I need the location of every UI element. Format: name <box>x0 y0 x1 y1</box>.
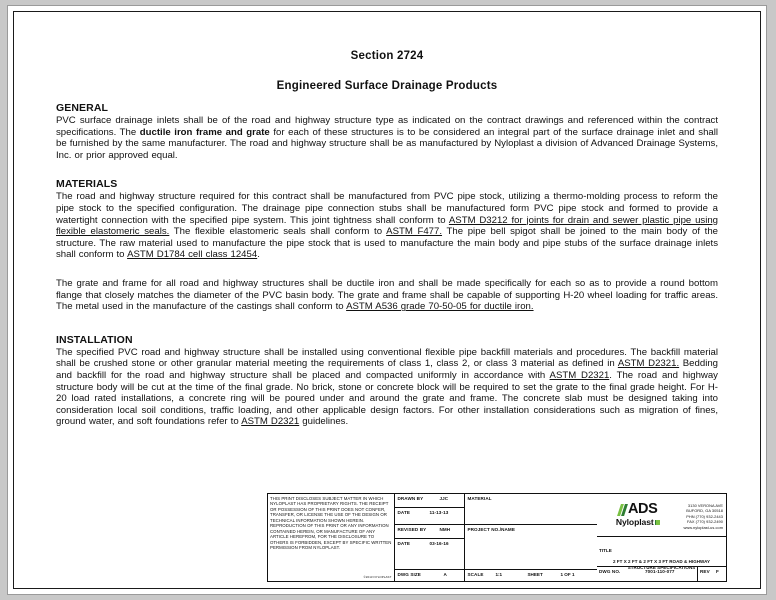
materials-text-b: The flexible elastomeric seals shall conform to <box>169 226 387 238</box>
address-line-1: 3130 VERONA AVE <box>687 502 723 508</box>
date-revised-label: DATE <box>397 540 411 546</box>
standard-ref-astm-d3212: ASTM D3212 for joints for drain and sewer plastic pipe using flexible elastomeric seals. <box>56 214 719 238</box>
dwg-size-label: DWG SIZE <box>397 571 421 577</box>
date-drawn-value: 11-13-13 <box>429 509 449 515</box>
paragraph-materials-1 <box>56 191 718 261</box>
materials-text-d: . <box>257 249 260 261</box>
standard-ref-astm-d2321-3: ASTM D2321 <box>241 416 300 428</box>
project-label: PROJECT NO./NAME <box>467 526 515 532</box>
legal-notice-panel <box>268 494 395 581</box>
field-rev <box>698 567 726 581</box>
ads-wordmark: ADS <box>627 501 658 517</box>
general-text-a: PVC surface drainage inlets shall be of the road and highway structure type as indicated on the contract drawings and referenced within the contract specifications. The <box>56 115 718 138</box>
page-subtitle: Engineered Surface Drainage Products <box>276 80 498 92</box>
rev-label: REV <box>700 568 710 574</box>
page-title: Section 2724 <box>350 50 424 62</box>
installation-text-a: The specified PVC road and highway structure shall be installed using conventional flexible pipe backfill materials and procedures. The backfill material shall be crushed stone or other granular material meeting the requirements of class 1, class 2, or class 3 material as defined in <box>56 346 718 370</box>
address-line-5: www.nyloplast-us.com <box>683 524 723 530</box>
paragraph-materials-2 <box>56 278 718 313</box>
paragraph-general <box>56 115 718 161</box>
company-address <box>675 500 726 530</box>
brand-title-panel <box>597 493 727 582</box>
nyloplast-wordmark: Nyloplast <box>615 517 654 527</box>
standard-ref-astm-d2321-1: ASTM D2321. <box>617 358 680 370</box>
standard-ref-astm-f477: ASTM F477. <box>386 226 443 238</box>
drawing-title-line-2: STRUCTURE SPECIFICATIONS <box>627 564 696 570</box>
drawn-by-label: DRAWN BY <box>397 495 424 501</box>
standard-ref-astm-d1784: ASTM D1784 cell class 12454 <box>127 249 258 261</box>
document-page <box>8 6 766 594</box>
date-drawn-label: DATE <box>397 509 411 515</box>
installation-text-d: guidelines. <box>299 416 349 428</box>
materials-text-c: The pipe bell spigot shall be joined to the main body of the structure. The raw material used to manufacture the pipe stock that is used to manufacture the main body and pipe stubs of the surface drainage inlets shall conform to <box>56 226 718 261</box>
drawing-number-row <box>597 564 726 581</box>
section-heading-materials: MATERIALS <box>56 178 118 191</box>
scale-value: 1:1 <box>495 571 503 577</box>
field-dwg-size <box>395 570 465 581</box>
title-label: TITLE <box>599 547 612 553</box>
drawing-title-line-1: 2 FT X 2 FT & 2 FT X 3 FT ROAD & HIGHWAY <box>612 558 711 564</box>
field-revised-by <box>395 525 464 539</box>
field-drawn-by <box>395 494 464 508</box>
legal-notice-text: THIS PRINT DISCLOSES SUBJECT MATTER IN WHICH NYLOPLAST HAS PROPRIETARY RIGHTS. THE RECEIPT OR POSSESSION OF THIS PRINT DOES NOT CONFER, TRANSFER, OR LICENSE THE USE OF THE DESIGN OR TECHNICAL INFORMATION SHOWN HEREIN. REPRODUCTION OF THIS PRINT OR ANY INFORMATION CONTAINED HEREIN, OR MANUFACTURE OF ANY ARTICLE HEREFROM, FOR THE DISCLOSURE TO OTHERS IS FORBIDDEN, EXCEPT BY SPECIFIC WRITTEN PERMISSION FROM NYLOPLAST. <box>270 496 392 551</box>
standard-ref-astm-d2321-2: ASTM D2321 <box>549 369 610 381</box>
nyloplast-square-icon <box>655 520 660 525</box>
field-dwg-no <box>597 567 698 581</box>
date-revised-value: 03-16-16 <box>429 540 449 546</box>
title-block-left-column <box>395 494 465 569</box>
general-bold-phrase: ductile iron frame and grate <box>139 126 270 138</box>
rev-value: F <box>716 568 719 574</box>
ads-nyloplast-logo <box>597 503 675 527</box>
materials2-text-a: The grate and frame for all road and highway structures shall be ductile iron and shall be made specifically for each so as to provide a round bottom flange that closely matches the diameter of the PVC basin body. The grate and frame shall be capable of supporting H-20 wheel loading for traffic areas. The metal used in the manufacture of the castings shall conform to <box>56 277 718 313</box>
drawn-by-value: JJC <box>439 495 449 501</box>
general-text-b: for each of these structures is to be considered an integral part of the surface drainage inlet and shall be furnished by the same manufacturer. The road and highway structure shall be as manufactured by Nyloplast a division of Advanced Drainage Systems, Inc. or prior approved equal. <box>56 126 719 161</box>
installation-text-c: . The road and highway structure body will be cut at the time of the final grade. No brick, stone or concrete block will be required to set the grate to the final grade height. For H-20 load rated installations, a concrete ring will be poured under and around the grate and frame. The concrete slab must be designed taking into consideration local soil conditions, traffic loading, and other applicable design factors. For other installation considerations such as migration of fines, ground water, and soft foundations refer to <box>56 369 718 428</box>
field-drawing-title <box>597 537 726 570</box>
address-line-2: BUFORD, GA 30518 <box>686 508 723 514</box>
scale-label: SCALE <box>467 571 484 577</box>
revised-by-label: REVISED BY <box>397 526 427 532</box>
installation-text-b: Bedding and backfill for the road and highway structure shall be placed and compacted uniformly in accordance with <box>56 358 718 381</box>
document-body <box>56 102 718 428</box>
copyright-notice: ©2013 NYLOPLAST <box>363 575 392 579</box>
material-label: MATERIAL <box>467 495 492 501</box>
paragraph-installation <box>56 347 718 428</box>
brand-header <box>597 494 726 537</box>
dwg-no-label: DWG NO. <box>599 568 621 574</box>
dwg-no-value: 7001-110-077 <box>645 568 675 574</box>
section-heading-general: GENERAL <box>56 102 109 114</box>
sheet-label: SHEET <box>527 571 543 577</box>
standard-ref-astm-a536: ASTM A536 grade 70-50-05 for ductile iron. <box>346 301 534 313</box>
section-heading-installation: INSTALLATION <box>56 333 133 346</box>
field-date-revised <box>395 539 464 556</box>
dwg-size-value: A <box>443 571 447 577</box>
address-line-3: PHN (770) 932-2443 <box>686 513 723 519</box>
address-line-4: FAX (770) 932-2490 <box>687 519 723 525</box>
ads-slashes-icon <box>619 504 627 516</box>
revised-by-value: NMH <box>439 526 451 532</box>
materials-text-a: The road and highway structure required for this contract shall be manufactured from PVC pipe stock, utilizing a thermo-molding process to reform the pipe stock to the specified configuration. The drainage pipe connection stubs shall be manufactured form PVC pipe stock and formed to provide a watertight connection with the specified pipe system. This joint tightness shall conform to <box>56 191 718 226</box>
field-date-drawn <box>395 508 464 525</box>
sheet-value: 1 OF 1 <box>560 571 575 577</box>
